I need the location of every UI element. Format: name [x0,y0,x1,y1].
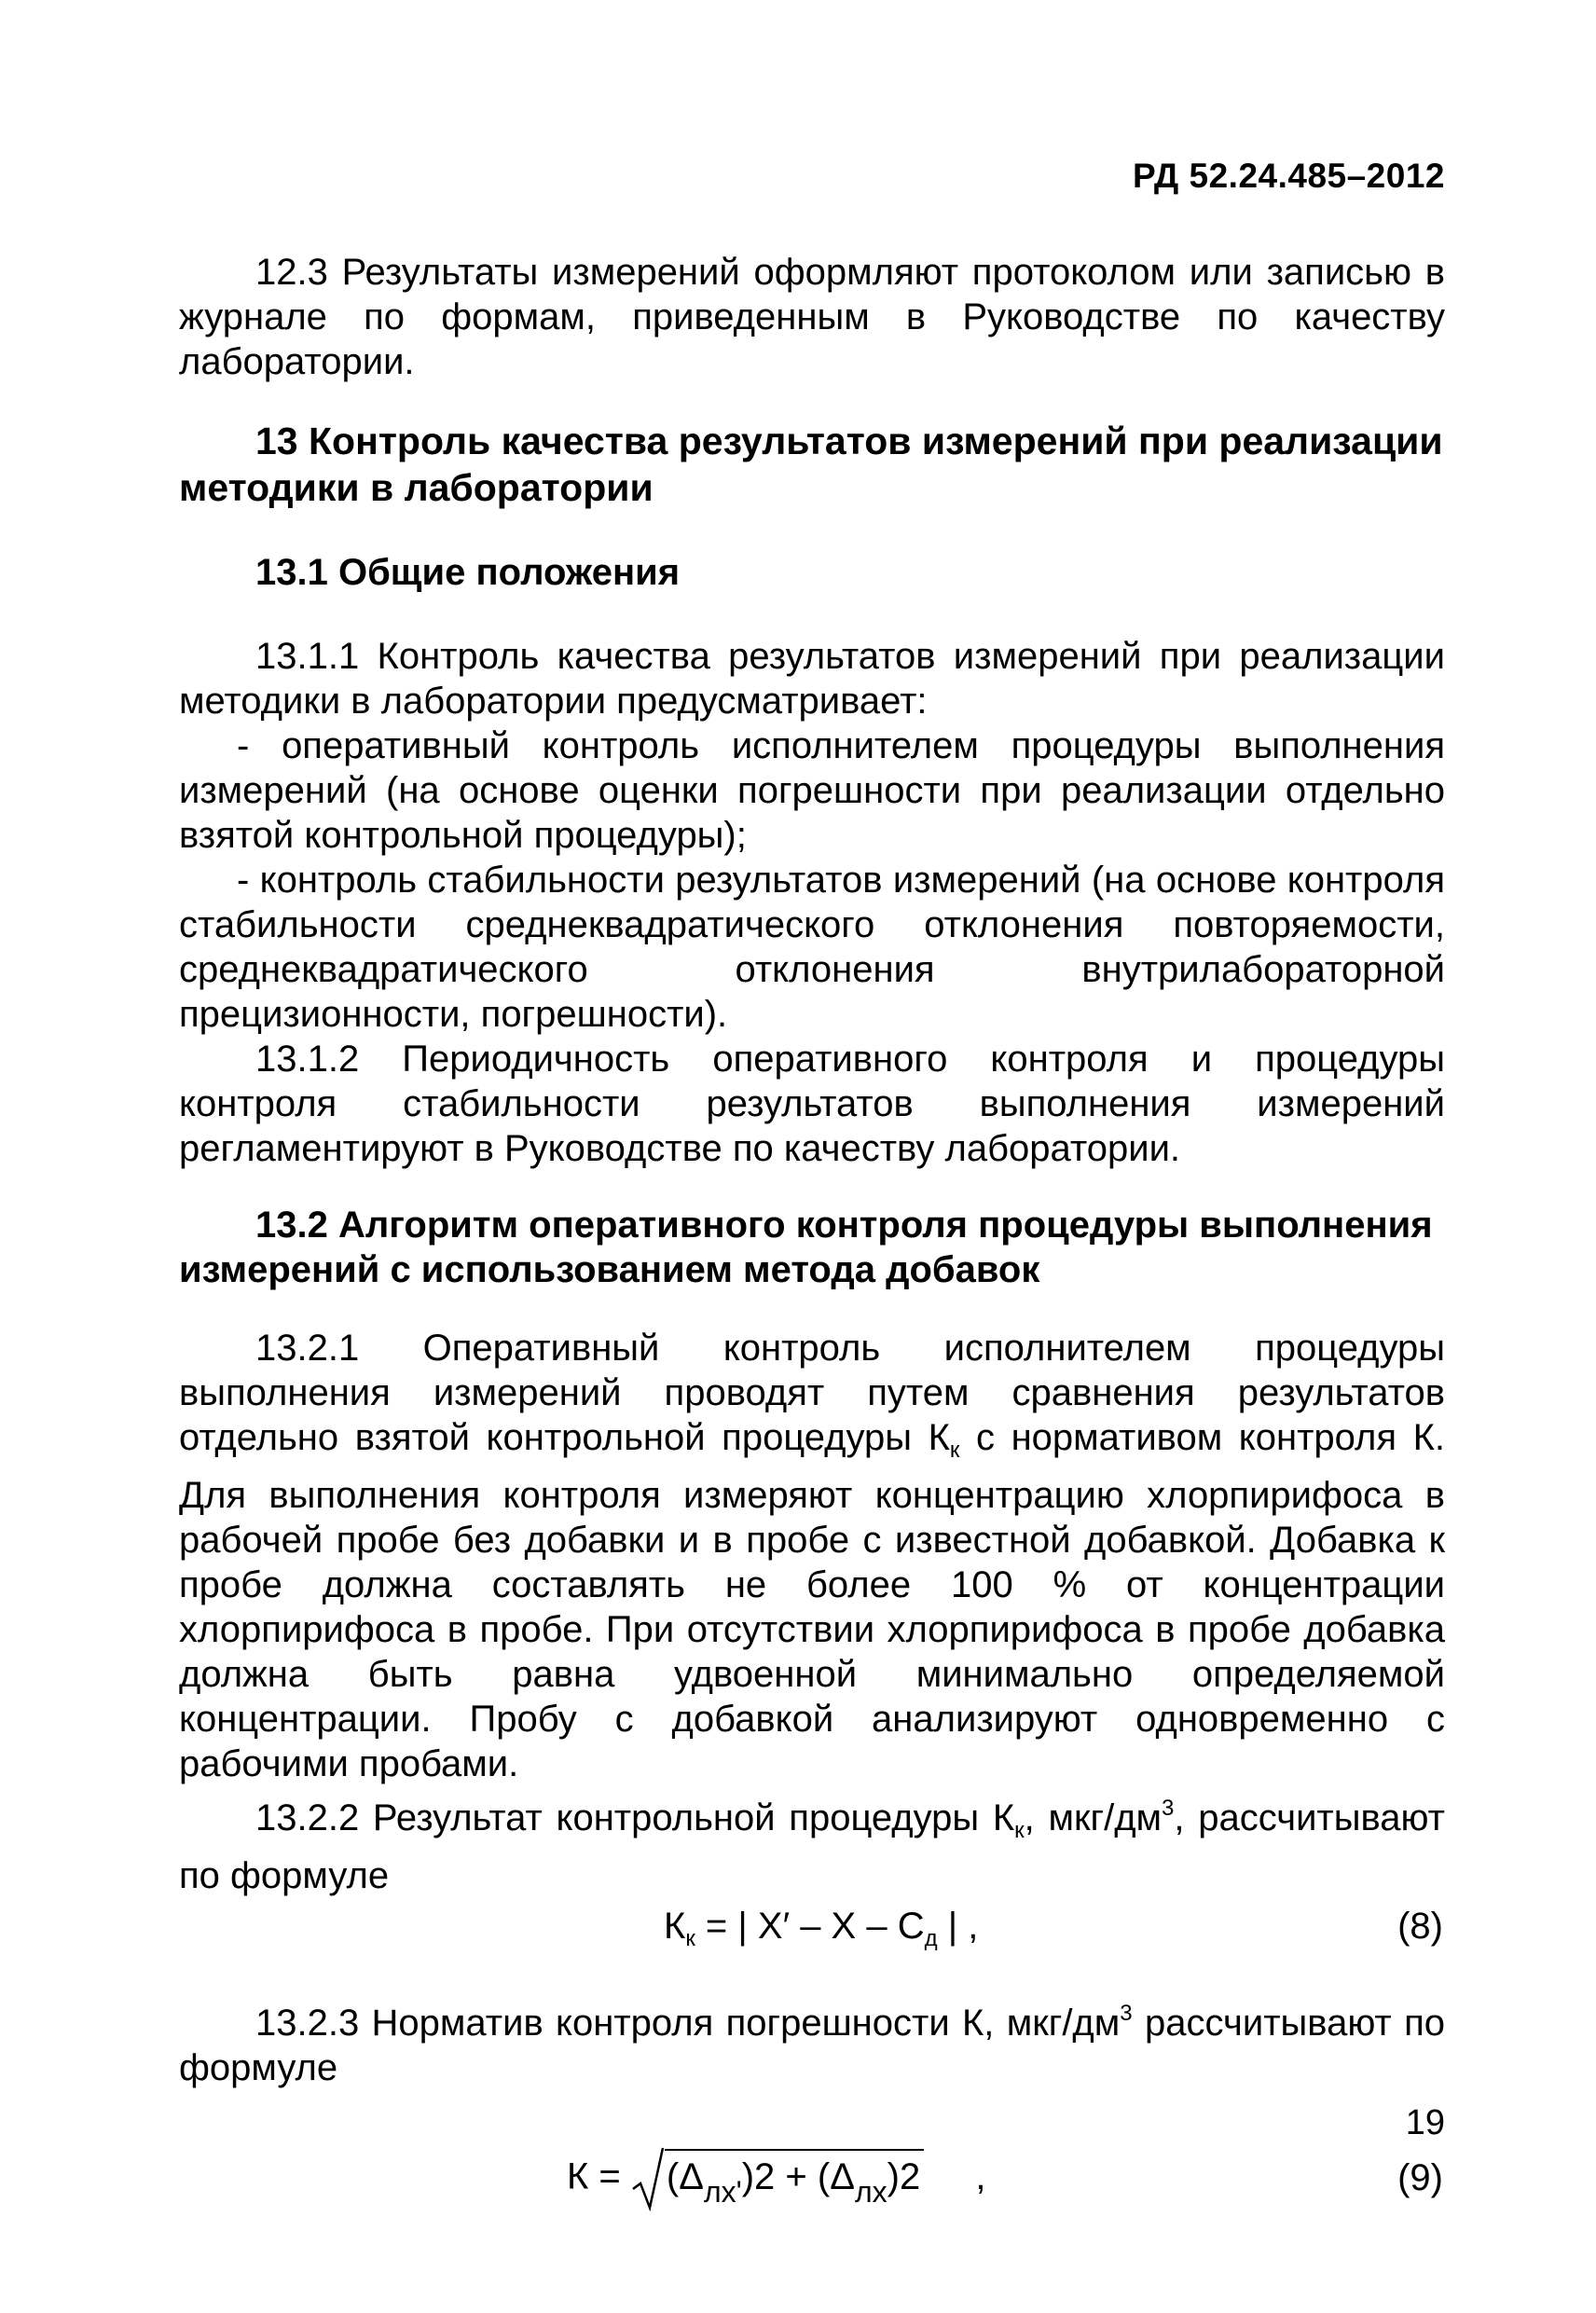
paragraph-13-1-2: 13.1.2 Периодичность оперативного контроля и процедуры контроля стабильности результатов выполнения измерений регламентируют в Руководстве по качеству лаборатории. [179,1039,1445,1169]
list-item-stability-control: - контроль стабильности результатов измерений (на основе контроля стабильности среднеквадратического отклонения повторяемости, среднеквадратического отклонения внутрилабораторной прецизионности, погрешности). [179,860,1445,1035]
paragraph-13-2-2: 13.2.2 Результат контрольной процедуры $К_к$, мкг/$дм^3$, рассчитывают по формуле [179,1796,1445,1896]
document-code: РД 52.24.485–2012 [1133,157,1445,195]
equation-number-8: (8) [1397,1906,1443,1947]
paragraph-13-1-1: 13.1.1 Контроль качества результатов измерений при реализации методики в лаборатории предусматривает: [179,636,1445,722]
subsection-13-1-heading: 13.1 Общие положения [255,552,681,593]
page-content [179,250,1445,2241]
radicand: $(\Delta_{лх'})2 + (\Delta_{лх})2$ [665,2149,924,2214]
section-13-heading: 13 Контроль качества результатов измерений при реализации методики в лаборатории [179,420,1443,509]
formula-9 [179,2139,1445,2241]
square-root-sign [631,2146,665,2211]
equation-number-9: (9) [1397,2157,1443,2198]
list-item-operational-control: - оперативный контроль исполнителем процедуры выполнения измерений (на основе оценки погрешности при реализации отдельно взятой контрольной процедуры); [179,725,1445,856]
page-number: 19 [1405,2103,1445,2142]
paragraph-12-3: 12.3 Результаты измерений оформляют протоколом или записью в журнале по формам, приведенным в Руководстве по качеству лаборатории. [179,252,1445,382]
paragraph-13-2-3: 13.2.3 Норматив контроля погрешности К, мкг/$дм^3$ рассчитывают по формуле [179,2001,1445,2088]
subsection-13-2-heading: 13.2 Алгоритм оперативного контроля процедуры выполнения измерений с использованием метода добавок [179,1205,1433,1290]
formula-8-expression: $К_к$ = | X′ – X – $С_д$ | , [664,1906,979,1951]
formula-8 [179,1898,1445,1960]
paragraph-13-2-1: 13.2.1 Оперативный контроль исполнителем процедуры выполнения измерений проводят путем сравнения результатов отдельно взятой контрольной процедуры $К_к$ с нормативом контроля К. Для выполнения контроля измеряют концентрацию хлорпирифоса в рабочей пробе без добавки и в пробе с известной добавкой. Добавка к пробе должна составлять не более 100 % от концентрации хлорпирифоса в пробе. При отсутствии хлорпирифоса в пробе добавка должна быть равна удвоенной минимально определяемой концентрации. Пробу с добавкой анализируют одновременно с рабочими пробами. [179,1328,1445,1784]
formula-9-expression: $К = (\Delta_{лх'})2 + (\Delta_{лх})2$ , [567,2146,985,2214]
